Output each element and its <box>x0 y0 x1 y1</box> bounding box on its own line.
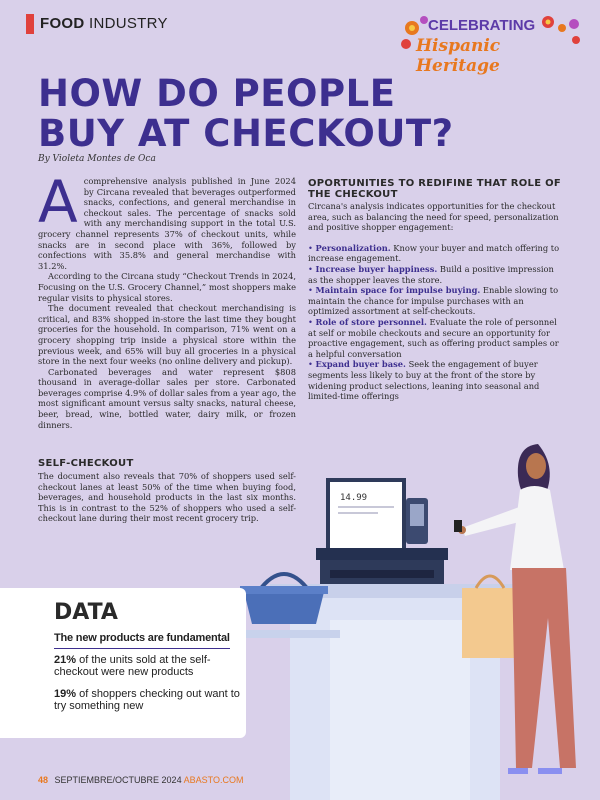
bullet-item: • Increase buyer happiness. Build a positive impression as the shopper leaves the store. <box>308 263 554 285</box>
right-column <box>308 178 564 402</box>
section-label: FOOD INDUSTRY <box>40 15 168 32</box>
bullet-item: • Maintain space for impulse buying. Enable slowing to maintain the chance for impulse purchases with an optimized assortment at self-checkouts. <box>308 285 559 317</box>
page-number: 48 <box>38 775 49 785</box>
paragraph-4: Carbonated beverages and water represent $808 thousand in average-dollar sales per store. Carbonated beverages comprise 4.9% of dollar sales from a year ago, the most significant amount versus salty snacks, natural cheese, beer, bread, wine, bottled water, dairy milk, or frozen dinners. <box>38 366 296 430</box>
data-subtitle: The new products are fundamental <box>54 632 230 644</box>
issue-date: SEPTIEMBRE/OCTUBRE 2024 <box>54 775 182 785</box>
screen-price: 14.99 <box>340 493 368 503</box>
badge-line-2: Hispanic Heritage <box>416 36 501 76</box>
byline: By Violeta Montes de Oca <box>38 154 156 164</box>
section-accent-bar <box>26 14 34 34</box>
hispanic-heritage-badge <box>400 14 585 76</box>
opportunities-heading: OPORTUNITIES TO REDIFINE THAT ROLE OF THE CHECKOUT <box>308 178 562 200</box>
self-checkout-body: The document also reveals that 70% of shoppers used self-checkout lanes at least 50% of the time when buying food, beverages, and household products in the last six months. This is in contrast to the 52% of shoppers who used a self-checkout lane during their most recent grocery trip. <box>38 471 296 524</box>
left-column <box>38 168 296 430</box>
paragraph-2: According to the Circana study “Checkout Trends in 2024, Focusing on the U.S. Grocery Channel,” most shoppers make regular visits to physical stores. <box>38 271 296 303</box>
bullet-item: • Expand buyer base. Seek the engagement of buyer segments less likely to buy at the front of the store by widening product selections, leaning into seasonal and limited-time offerings <box>308 359 540 402</box>
data-divider <box>54 648 230 649</box>
bullet-item: • Role of store personnel. Evaluate the role of personnel at self or mobile checkouts and secure an opportunity for proactive engagement, such as offering product samples or a helpful conversation <box>308 316 559 359</box>
opportunities-intro: Circana's analysis indicates opportunities for the checkout area, such as balancing the need for speed, personalization and positive shopper engagement: <box>308 201 559 233</box>
bullet-item: • Personalization. Know your buyer and match offering to increase engagement. <box>308 242 560 264</box>
data-callout-box <box>34 588 246 738</box>
self-checkout-heading: SELF-CHECKOUT <box>38 458 134 469</box>
checkout-illustration <box>230 420 600 800</box>
paragraph-3: The document revealed that checkout merchandising is critical, and 83% shopped in-store the last time they bought groceries for the household. In comparison, 71% went on a grocery shopping trip inside a physical store within the previous week, and 65% will buy all groceries in a physical store in the next four weeks (no online delivery and pickup). <box>38 303 296 367</box>
stat-new-products-units: 21% of the units sold at the self-checkout were new products <box>54 654 211 678</box>
drop-cap: A <box>38 168 78 236</box>
paragraph-1: comprehensive analysis published in June 2024 by Circana revealed that beverages outperformed snacks, confections, and general merchandise in checkout sales. The percentage of snacks sold with any merchandising support in the total U.S. grocery channel represents 37% of checkout units, while snacks are in second place with 36%, followed by confections with 35.8% and general merchandise with 31.2%. <box>38 176 296 271</box>
website-link[interactable]: ABASTO.COM <box>183 775 244 785</box>
self-checkout-scene-icon <box>230 420 600 800</box>
stat-shoppers-try-new: 19% of shoppers checking out want to try something new <box>54 688 240 712</box>
badge-line-1: CELEBRATING <box>428 17 536 34</box>
data-title: DATA <box>54 600 118 625</box>
article-title: HOW DO PEOPLE BUY AT CHECKOUT? <box>38 72 454 155</box>
data-box-edge <box>0 588 34 738</box>
page-footer <box>38 775 243 785</box>
